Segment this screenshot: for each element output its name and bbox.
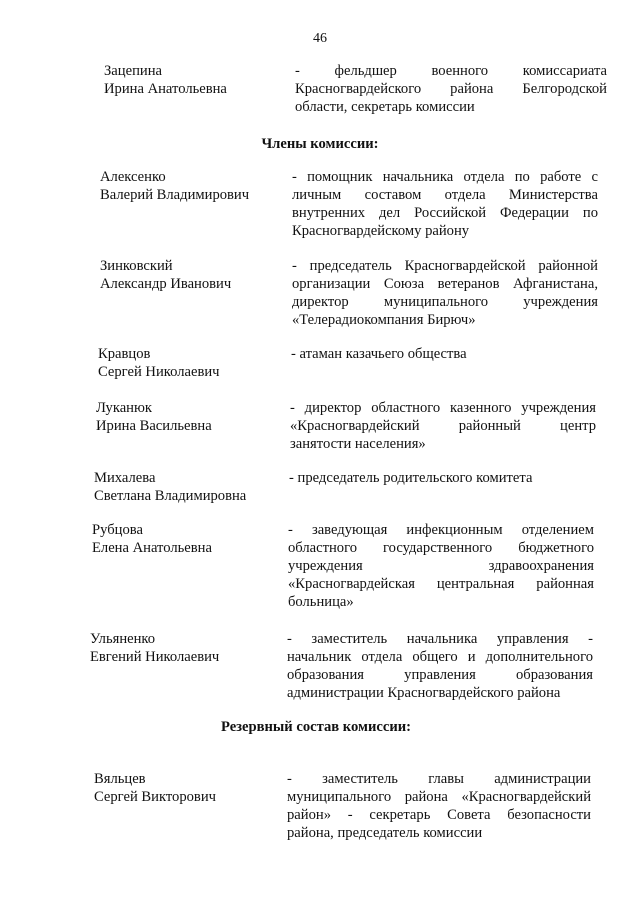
person-name (100, 168, 275, 204)
desc-line: внутренних дел Российской Федерации по (292, 205, 598, 221)
desc-line: - директор областного казенного учреждения (290, 400, 596, 416)
given-names: Валерий Владимирович (100, 187, 250, 203)
reserve-heading: Резервный состав комиссии: (220, 719, 412, 735)
desc-line: - помощник начальника отдела по работе с (292, 169, 598, 185)
person-name (94, 469, 269, 505)
position-description (291, 345, 597, 363)
given-names: Ирина Анатольевна (104, 81, 227, 97)
position-description (287, 630, 593, 702)
desc-line: областного государственного бюджетного (288, 540, 594, 556)
desc-line: занятости населения» (290, 436, 426, 452)
desc-line: директор муниципального учреждения (292, 294, 598, 310)
given-names: Ирина Васильевна (96, 418, 212, 434)
surname: Вяльцев (94, 771, 146, 787)
desc-line: района, председатель комиссии (287, 825, 483, 841)
person-name (90, 630, 265, 666)
person-name (98, 345, 273, 381)
given-names: Сергей Николаевич (98, 364, 220, 380)
desc-line: образования управления образования (287, 667, 593, 683)
surname: Зацепина (104, 63, 162, 79)
desc-line: области, секретарь комиссии (295, 99, 475, 115)
surname: Кравцов (98, 346, 151, 362)
surname: Луканюк (96, 400, 152, 416)
person-name (94, 770, 269, 806)
desc-line: начальник отдела общего и дополнительного (287, 649, 593, 665)
position-description (289, 469, 595, 487)
person-name (104, 62, 279, 98)
desc-line: больница» (288, 594, 354, 610)
desc-line: организации Союза ветеранов Афганистана, (292, 276, 598, 292)
person-name (100, 257, 275, 293)
desc-line: - заведующая инфекционным отделением (288, 522, 594, 538)
desc-line: «Красногвардейский районный центр (290, 418, 596, 434)
position-description (287, 770, 591, 842)
given-names: Сергей Викторович (94, 789, 216, 805)
desc-line: Красногвардейского района Белгородской (295, 81, 607, 97)
desc-line: - председатель родительского комитета (289, 470, 533, 486)
desc-line: учреждения здравоохранения (288, 558, 594, 574)
given-names: Александр Иванович (100, 276, 232, 292)
surname: Алексенко (100, 169, 166, 185)
position-description (288, 521, 594, 611)
position-description (295, 62, 607, 116)
desc-line: - заместитель главы администрации (287, 771, 591, 787)
desc-line: «Телерадиокомпания Бирюч» (292, 312, 476, 328)
desc-line: личным составом отдела Министерства (292, 187, 598, 203)
person-name (92, 521, 267, 557)
position-description (292, 257, 598, 329)
position-description (292, 168, 598, 240)
desc-line: район» - секретарь Совета безопасности (287, 807, 591, 823)
desc-line: муниципального района «Красногвардейский (287, 789, 591, 805)
surname: Ульяненко (90, 631, 156, 647)
given-names: Евгений Николаевич (90, 649, 220, 665)
desc-line: «Красногвардейская центральная районная (288, 576, 594, 592)
desc-line: Красногвардейскому району (292, 223, 470, 239)
surname: Зинковский (100, 258, 173, 274)
desc-line: - председатель Красногвардейской районной (292, 258, 598, 274)
given-names: Светлана Владимировна (94, 488, 247, 504)
given-names: Елена Анатольевна (92, 540, 212, 556)
desc-line: - фельдшер военного комиссариата (295, 63, 607, 79)
person-name (96, 399, 271, 435)
position-description (290, 399, 596, 453)
desc-line: администрации Красногвардейского района (287, 685, 561, 701)
members-heading: Члены комиссии: (261, 136, 379, 152)
desc-line: - заместитель начальника управления - (287, 631, 593, 647)
desc-line: - атаман казачьего общества (291, 346, 467, 362)
surname: Михалева (94, 470, 156, 486)
page-number: 46 (313, 31, 327, 46)
surname: Рубцова (92, 522, 143, 538)
